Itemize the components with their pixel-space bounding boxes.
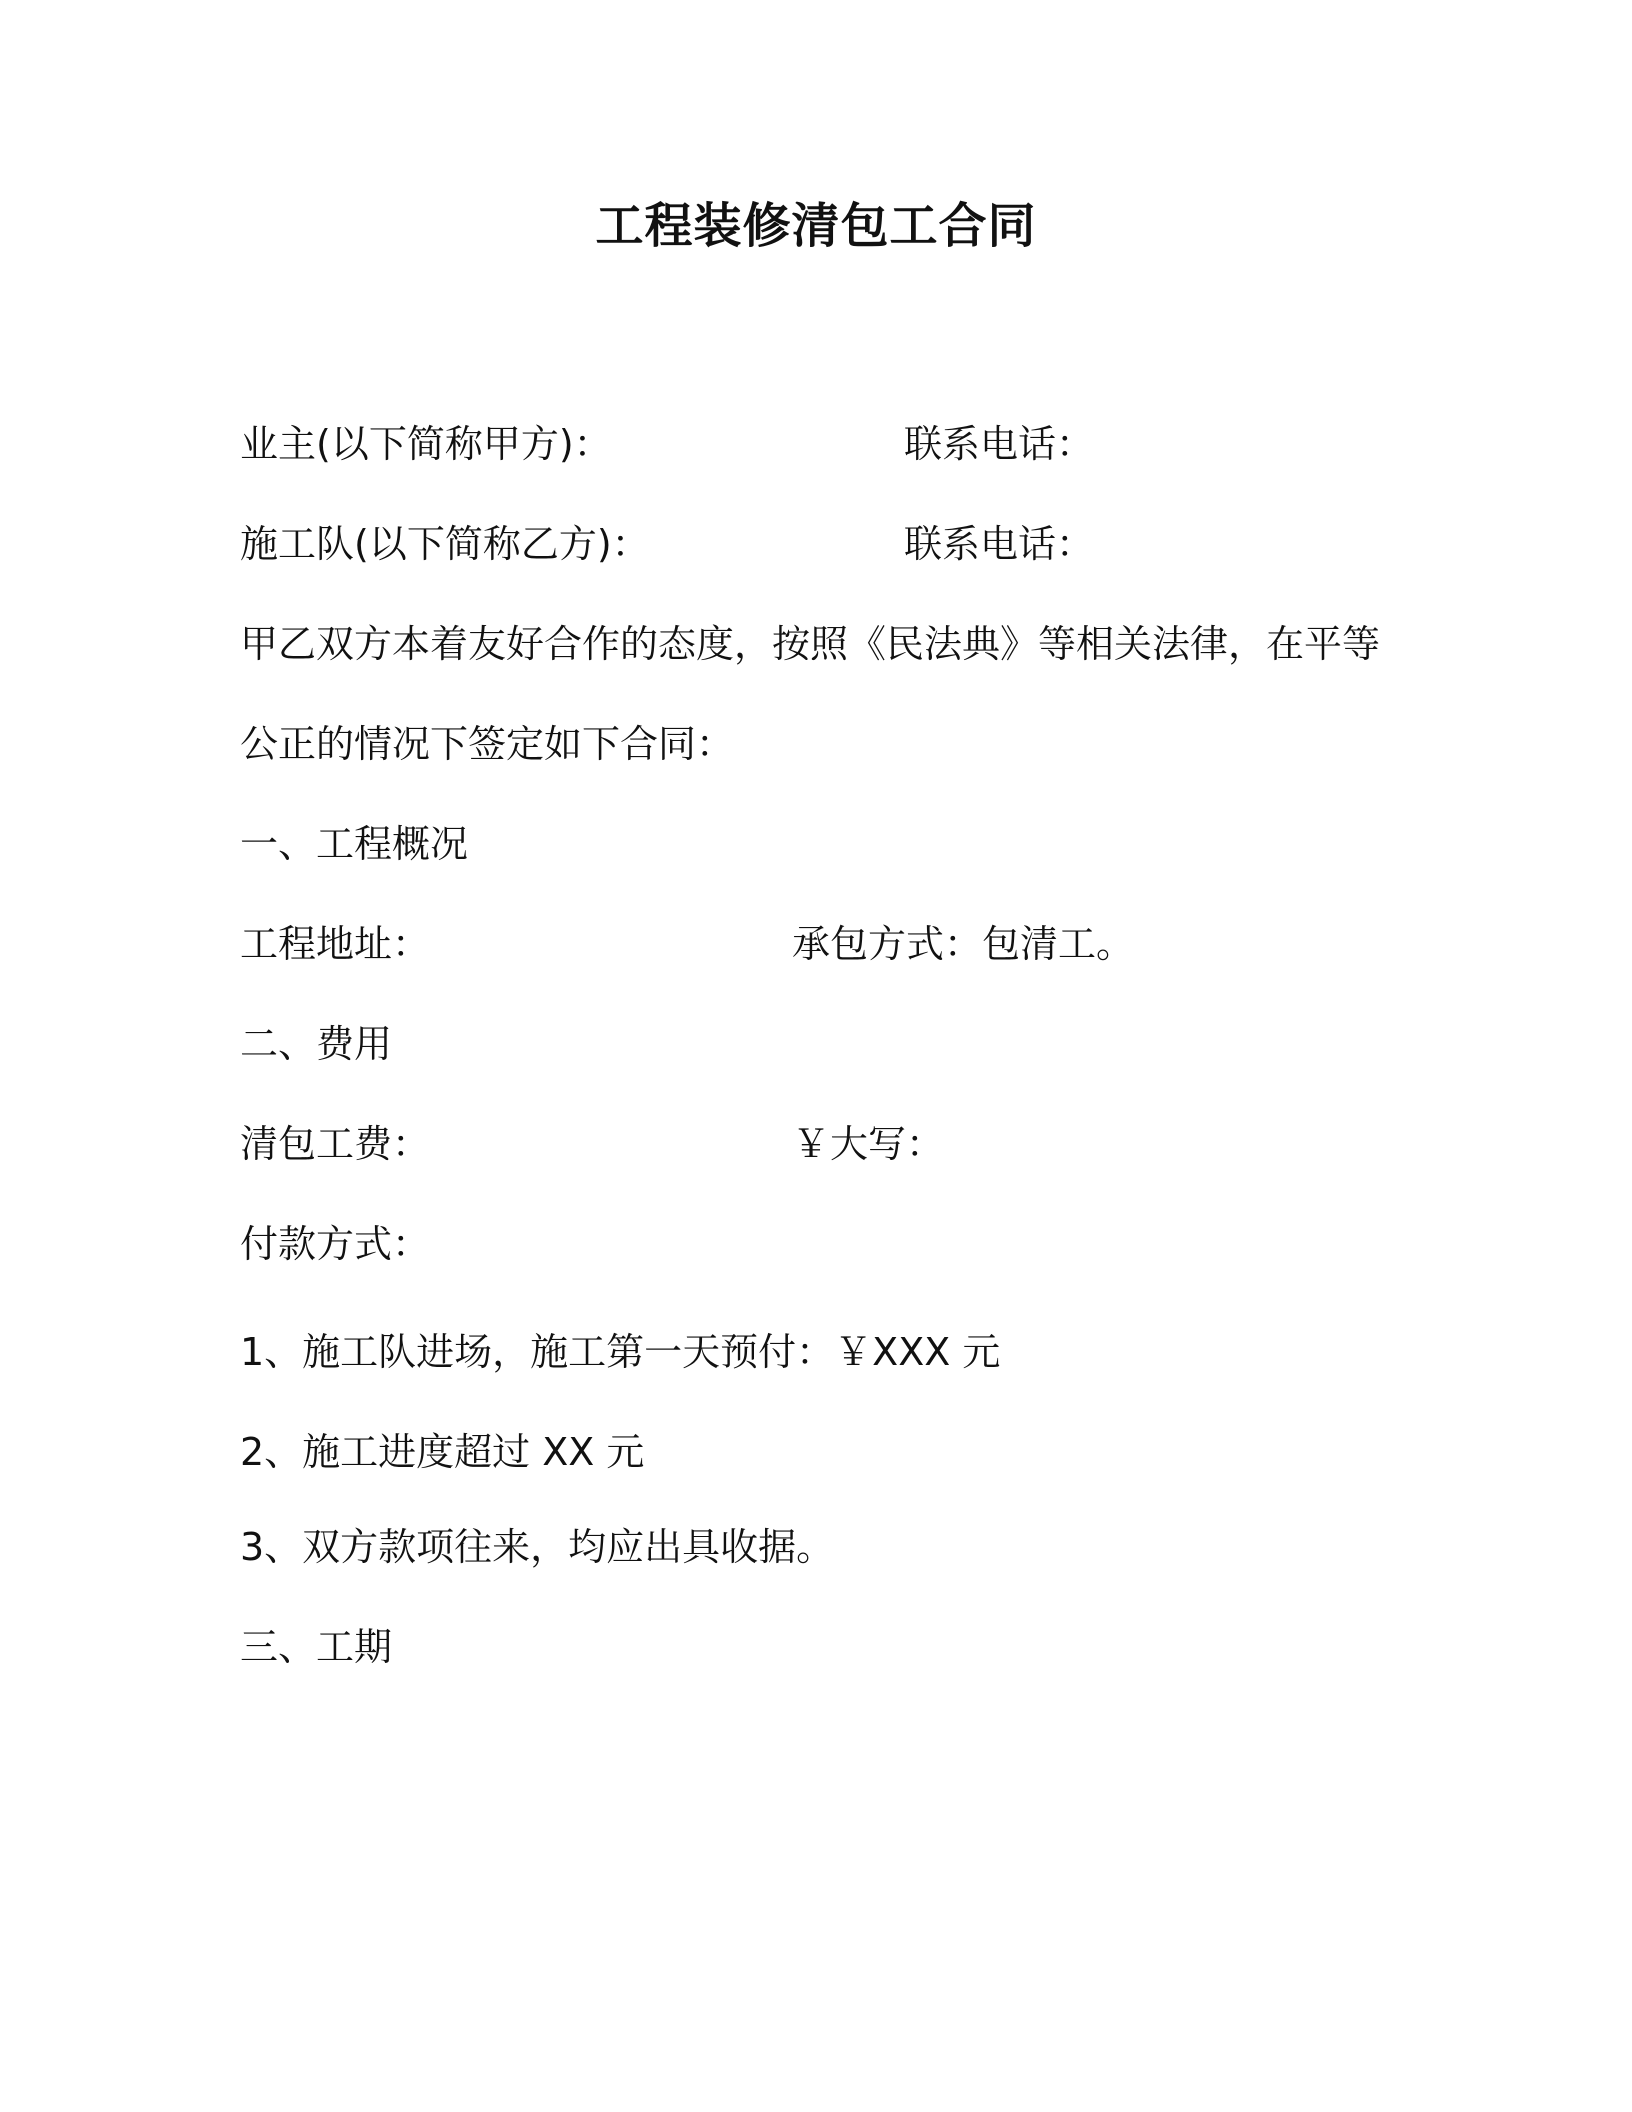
section-3-heading: 三、工期 — [240, 1625, 393, 1669]
owner-label: 业主(以下简称甲方)： — [240, 422, 612, 466]
document-title: 工程装修清包工合同 — [595, 198, 1037, 254]
intro-line-2: 公正的情况下签定如下合同： — [240, 722, 735, 766]
intro-line-1: 甲乙双方本着友好合作的态度，按照《民法典》等相关法律，在平等 — [240, 622, 1381, 666]
section-1-heading: 一、工程概况 — [240, 822, 469, 866]
project-address-label: 工程地址： — [240, 922, 431, 966]
payment-item-3: 3、双方款项往来，均应出具收据。 — [240, 1525, 835, 1569]
payment-method-label: 付款方式： — [240, 1222, 431, 1266]
contractor-label: 施工队(以下简称乙方)： — [240, 522, 650, 566]
owner-phone-label: 联系电话： — [904, 422, 1095, 466]
section-2-heading: 二、费用 — [240, 1022, 393, 1066]
fee-capital-label: ￥大写： — [792, 1122, 945, 1166]
fee-label: 清包工费： — [240, 1122, 431, 1166]
contractor-phone-label: 联系电话： — [904, 522, 1095, 566]
contract-mode: 承包方式：包清工。 — [792, 922, 1135, 966]
payment-item-2: 2、施工进度超过 XX 元 — [240, 1430, 645, 1474]
payment-item-1: 1、施工队进场，施工第一天预付：￥XXX 元 — [240, 1330, 1001, 1374]
